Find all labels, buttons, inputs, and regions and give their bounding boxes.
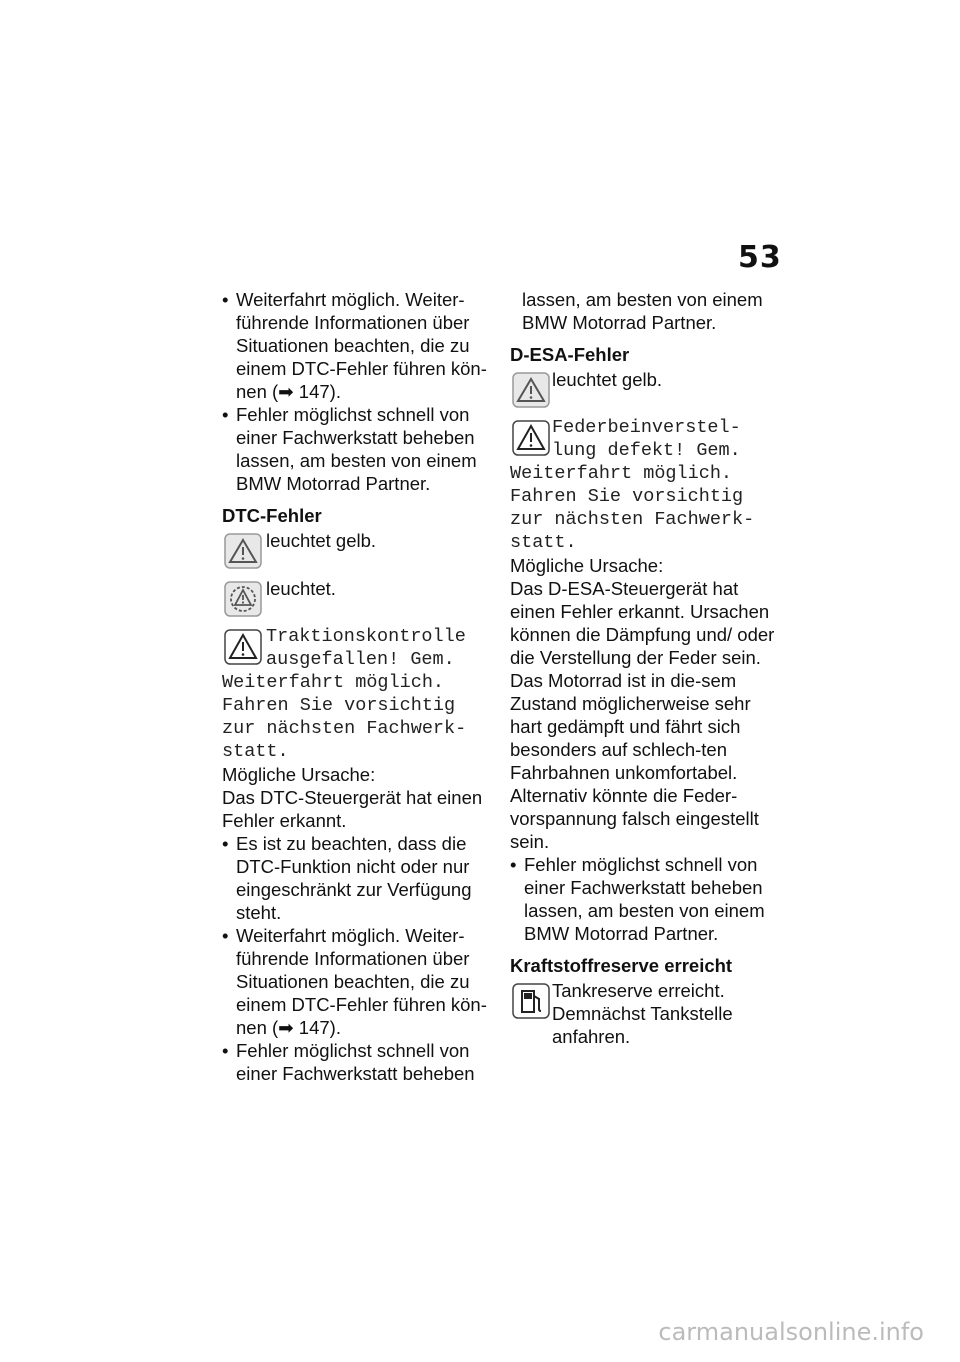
warning-triangle-icon	[512, 372, 550, 408]
continuation-text: lassen, am besten von einem BMW Motorrad Partner.	[522, 289, 763, 333]
display-message-line: Fahren Sie vorsichtig	[510, 486, 744, 507]
display-message-line: Fahren Sie vorsichtig	[222, 695, 456, 716]
display-message-line: lung defekt! Gem.	[552, 440, 741, 461]
indicator-row-yellow	[510, 368, 778, 414]
warning-triangle-outline-icon	[512, 420, 550, 456]
left-column	[222, 288, 492, 1085]
section-heading-desa: D-ESA-Fehler	[510, 344, 630, 365]
indicator-row-yellow	[222, 529, 492, 575]
fuel-reserve-text: Tankreserve erreicht. Demnächst Tankstelle anfahren.	[552, 980, 733, 1047]
fuel-reserve-row	[510, 979, 778, 1048]
display-message-row	[222, 625, 492, 671]
display-message-line: Weiterfahrt möglich.	[510, 463, 733, 484]
page-number: 53	[738, 240, 782, 275]
display-message-line: ausgefallen! Gem.	[266, 649, 455, 670]
list-item: • Weiterfahrt möglich. Weiter-führende Informationen über Situationen beachten, die zu einem DTC-Fehler führen kön-nen (➡ 147).	[222, 288, 492, 403]
display-message-line: statt.	[222, 741, 289, 762]
cause-label: Mögliche Ursache:	[222, 764, 376, 785]
display-message-line: Weiterfahrt möglich.	[222, 672, 445, 693]
list-item: • Weiterfahrt möglich. Weiter-führende Informationen über Situationen beachten, die zu einem DTC-Fehler führen kön-nen (➡ 147).	[222, 924, 492, 1039]
indicator-text: leuchtet gelb.	[552, 369, 663, 390]
indicator-text: leuchtet.	[266, 578, 336, 599]
right-column	[510, 288, 778, 1048]
cause-label: Mögliche Ursache:	[510, 555, 664, 576]
indicator-row-dtc	[222, 577, 492, 623]
section-heading-fuel: Kraftstoffreserve erreicht	[510, 955, 733, 976]
list-item: • Es ist zu beachten, dass die DTC-Funktion nicht oder nur eingeschränkt zur Verfügung steht.	[222, 832, 492, 924]
cause-text: Das DTC-Steuergerät hat einen Fehler erkannt.	[222, 787, 483, 831]
warning-triangle-icon	[224, 533, 262, 569]
display-message-line: Traktionskontrolle	[266, 626, 466, 647]
display-message-line: zur nächsten Fachwerk-	[510, 509, 755, 530]
list-item: • Fehler möglichst schnell von einer Fachwerkstatt beheben lassen, am besten von einem BMW Motorrad Partner.	[510, 853, 778, 945]
list-item: • Fehler möglichst schnell von einer Fachwerkstatt beheben	[222, 1039, 492, 1085]
list-item: • Fehler möglichst schnell von einer Fachwerkstatt beheben lassen, am besten von einem BMW Motorrad Partner.	[222, 403, 492, 495]
watermark: carmanualsonline.info	[658, 1318, 924, 1346]
warning-triangle-outline-icon	[224, 629, 262, 665]
cause-text: Das D-ESA-Steuergerät hat einen Fehler erkannt. Ursachen können die Dämpfung und/ oder die Verstellung der Feder sein. Das Motorrad ist in die-sem Zustand möglicherweise sehr hart gedämpft und fährt sich besonders auf schlech-ten Fahrbahnen unkomfortabel. Alternativ könnte die Feder-vorspannung falsch eingestellt sein.	[510, 578, 775, 852]
display-message-row	[510, 416, 778, 462]
display-message-line: Federbeinverstel-	[552, 417, 741, 438]
indicator-text: leuchtet gelb.	[266, 530, 377, 551]
fuel-pump-icon	[512, 983, 550, 1019]
section-heading-dtc: DTC-Fehler	[222, 505, 322, 526]
traction-control-icon	[224, 581, 262, 617]
display-message-line: statt.	[510, 532, 577, 553]
display-message-line: zur nächsten Fachwerk-	[222, 718, 467, 739]
